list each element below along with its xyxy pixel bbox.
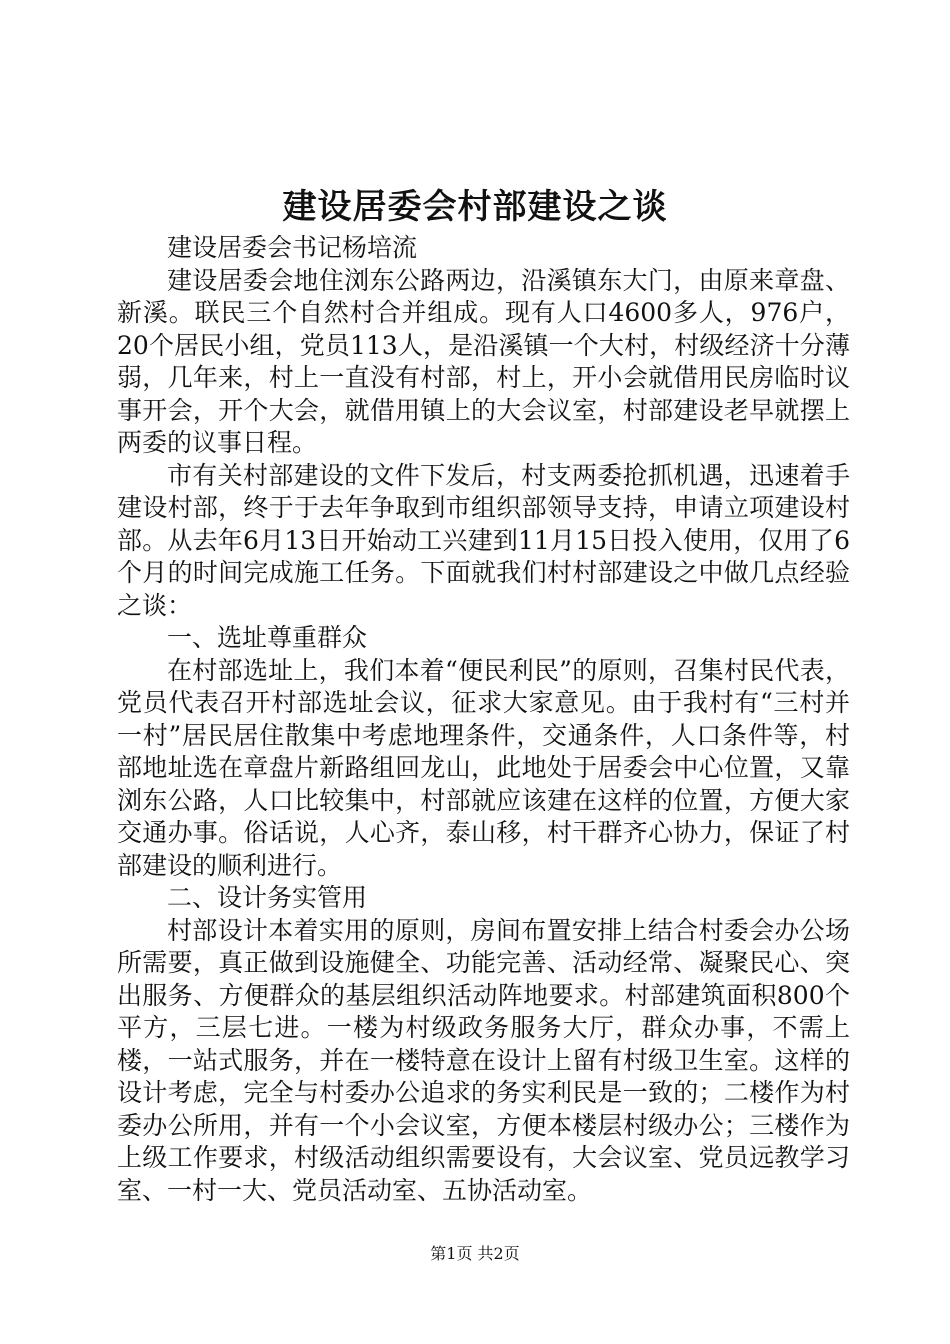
body-paragraph: 村部设计本着实用的原则，房间布置安排上结合村委会办公场所需要，真正做到设施健全、功能完善、活动经常、凝聚民心、突出服务、方便群众的基层组织活动阵地要求。村部建筑面积800个平方，三层七进。一楼为村级政务服务大厅，群众办事，不需上楼，一站式服务，并在一楼特意在设计上留有村级卫生室。这样的设计考虑，完全与村委办公追求的务实利民是一致的；二楼作为村委办公所用，并有一个小会议室，方便本楼层村级办公；三楼作为上级工作要求，村级活动组织需要设有，大会议室、党员远教学习室、一村一大、党员活动室、五协活动室。 bbox=[117, 915, 850, 1205]
body-paragraph: 建设居委会地住浏东公路两边，沿溪镇东大门，由原来章盘、新溪。联民三个自然村合并组成。现有人口4600多人，976户，20个居民小组，党员113人，是沿溪镇一个大村，村级经济十分薄弱，几年来，村上一直没有村部，村上，开小会就借用民房临时议事开会，开个大会，就借用镇上的大会议室，村部建设老早就摆上两委的议事日程。 bbox=[117, 265, 850, 457]
document-title: 建设居委会村部建设之谈 bbox=[282, 187, 668, 227]
author-line: 建设居委会书记杨培流 bbox=[167, 233, 418, 262]
body-paragraph: 在村部选址上，我们本着“便民利民”的原则，召集村民代表，党员代表召开村部选址会议，征求大家意见。由于我村有“三村并一村”居民居住散集中考虑地理条件，交通条件，人口条件等，村部地址选在章盘片新路组回龙山，此地处于居委会中心位置，又靠浏东公路，人口比较集中，村部就应该建在这样的位置，方便大家交通办事。俗话说，人心齐，泰山移，村干群齐心协力，保证了村部建设的顺利进行。 bbox=[117, 655, 850, 880]
section-heading: 一、选址尊重群众 bbox=[167, 623, 368, 652]
body-paragraph: 市有关村部建设的文件下发后，村支两委抢抓机遇，迅速着手建设村部，终于于去年争取到市组织部领导支持，申请立项建设村部。从去年6月13日开始动工兴建到11月15日投入使用，仅用了6个月的时间完成施工任务。下面就我们村村部建设之中做几点经验之谈： bbox=[117, 460, 850, 620]
document-body bbox=[117, 232, 850, 1207]
section-heading: 二、设计务实管用 bbox=[167, 883, 368, 912]
page-footer: 第1页 共2页 bbox=[430, 1244, 520, 1263]
